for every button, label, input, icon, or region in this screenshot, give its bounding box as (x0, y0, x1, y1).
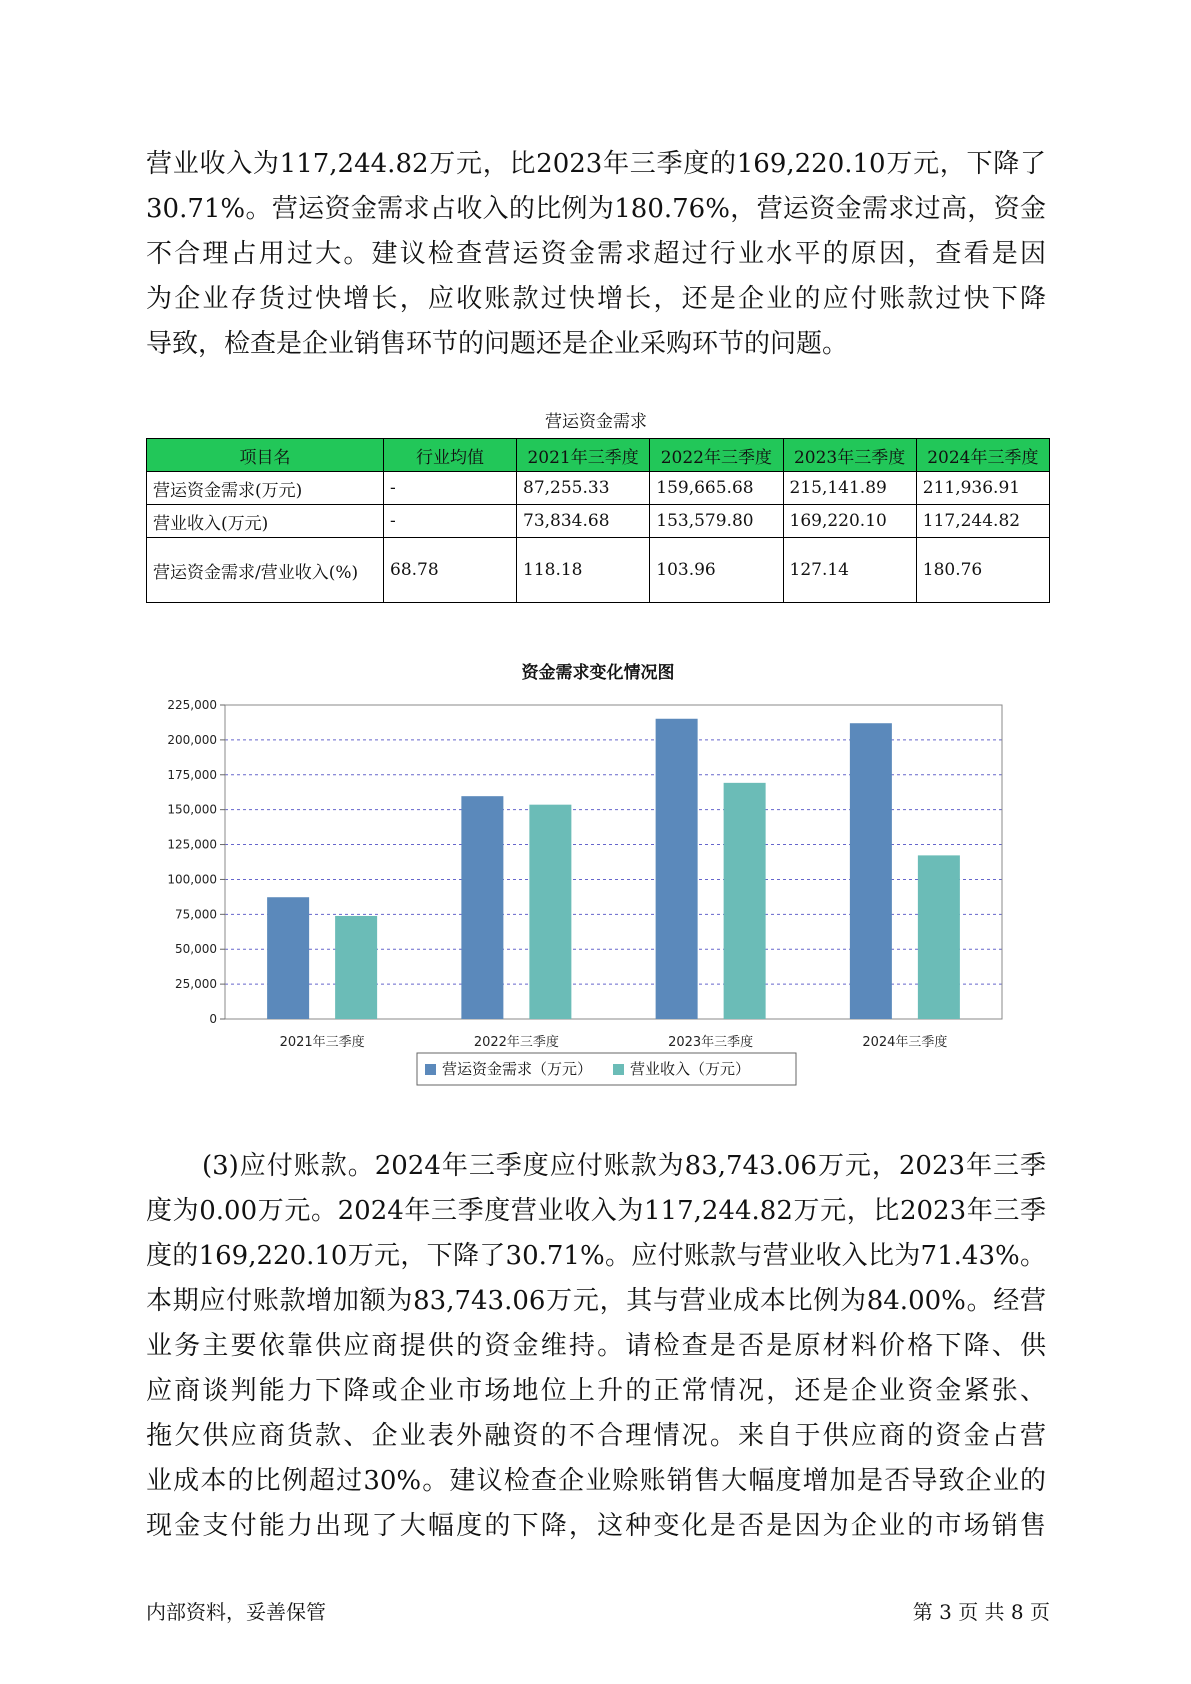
bar (918, 855, 960, 1019)
table-cell: 营运资金需求(万元) (147, 472, 384, 505)
y-tick-label: 225,000 (167, 698, 217, 712)
y-tick-label: 175,000 (167, 767, 217, 782)
table-caption: 营运资金需求 (545, 412, 647, 432)
bar (267, 897, 309, 1019)
table-header: 行业均值 (384, 439, 517, 472)
table-row (147, 505, 1050, 538)
x-tick-label: 2021年三季度 (279, 1035, 365, 1050)
table-cell: 211,936.91 (916, 472, 1049, 505)
paragraph-line: (3)应付账款。2024年三季度应付账款为83,743.06万元，2023年三季 (202, 1151, 1046, 1181)
table-header: 2021年三季度 (517, 439, 650, 472)
table-cell: 159,665.68 (650, 472, 783, 505)
table-header: 2024年三季度 (916, 439, 1049, 472)
table-cell: - (384, 505, 517, 538)
bar (461, 796, 503, 1019)
y-tick-label: 200,000 (167, 732, 217, 747)
legend-swatch (425, 1064, 436, 1075)
chart-legend (417, 1053, 796, 1085)
y-axis (167, 698, 225, 1026)
table-cell: 营运资金需求/营业收入(%) (147, 538, 384, 603)
table-cell: 180.76 (916, 538, 1049, 603)
bars (267, 719, 960, 1019)
bar (724, 783, 766, 1019)
table-cell: 169,220.10 (783, 505, 916, 538)
bar (850, 723, 892, 1019)
table-header: 2023年三季度 (783, 439, 916, 472)
legend-label: 营业收入（万元） (630, 1060, 751, 1078)
table-cell: 87,255.33 (517, 472, 650, 505)
table-cell: 103.96 (650, 538, 783, 603)
x-tick-label: 2024年三季度 (862, 1035, 948, 1050)
table-cell: 73,834.68 (517, 505, 650, 538)
x-tick-label: 2023年三季度 (668, 1035, 754, 1050)
bar (335, 916, 377, 1019)
table-cell: - (384, 472, 517, 505)
paragraph-line: 不合理占用过大。建议检查营运资金需求超过行业水平的原因，查看是因 (146, 239, 1046, 269)
paragraph-line: 度的169,220.10万元，下降了30.71%。应付账款与营业收入比为71.43%。 (146, 1241, 1046, 1271)
paragraph-2 (146, 1144, 1046, 1549)
paragraph-line: 业务主要依靠供应商提供的资金维持。请检查是否是原材料价格下降、供 (146, 1331, 1046, 1361)
y-tick-label: 125,000 (167, 837, 217, 852)
paragraph-line: 应商谈判能力下降或企业市场地位上升的正常情况，还是企业资金紧张、 (146, 1376, 1046, 1406)
table-cell: 118.18 (517, 538, 650, 603)
legend-label: 营运资金需求（万元） (442, 1060, 593, 1078)
paragraph-line: 30.71%。营运资金需求占收入的比例为180.76%，营运资金需求过高，资金 (146, 194, 1046, 224)
bar (656, 719, 698, 1019)
y-tick-label: 0 (209, 1012, 217, 1026)
table-header: 2022年三季度 (650, 439, 783, 472)
table-cell: 153,579.80 (650, 505, 783, 538)
table-header-row (147, 439, 1050, 472)
table-header: 项目名 (147, 439, 384, 472)
table-cell: 68.78 (384, 538, 517, 603)
paragraph-1 (146, 142, 1046, 367)
table-cell: 127.14 (783, 538, 916, 603)
table-cell: 117,244.82 (916, 505, 1049, 538)
table-cell: 营业收入(万元) (147, 505, 384, 538)
paragraph-line: 为企业存货过快增长，应收账款过快增长，还是企业的应付账款过快下降 (146, 284, 1046, 314)
page-number: 第 3 页 共 8 页 (912, 1600, 1050, 1624)
y-tick-label: 50,000 (175, 942, 217, 957)
x-axis (280, 1034, 948, 1050)
paragraph-line: 度为0.00万元。2024年三季度营业收入为117,244.82万元，比2023年三季 (146, 1196, 1046, 1226)
y-tick-label: 75,000 (175, 907, 217, 922)
paragraph-line: 业成本的比例超过30%。建议检查企业赊账销售大幅度增加是否导致企业的 (146, 1466, 1046, 1496)
legend-swatch (613, 1064, 624, 1075)
paragraph-line: 本期应付账款增加额为83,743.06万元，其与营业成本比例为84.00%。经营 (146, 1286, 1046, 1316)
table-cell: 215,141.89 (783, 472, 916, 505)
working-capital-table (146, 438, 1050, 603)
capital-demand-chart (146, 650, 1050, 1110)
paragraph-line: 现金支付能力出现了大幅度的下降，这种变化是否是因为企业的市场销售 (146, 1511, 1046, 1541)
chart-svg (146, 650, 1050, 1110)
table-row (147, 538, 1050, 603)
footer-note: 内部资料，妥善保管 (146, 1600, 326, 1624)
chart-title: 资金需求变化情况图 (521, 663, 675, 683)
y-tick-label: 100,000 (167, 872, 217, 887)
bar (529, 805, 571, 1019)
paragraph-line: 导致，检查是企业销售环节的问题还是企业采购环节的问题。 (146, 329, 849, 359)
y-tick-label: 25,000 (175, 977, 217, 992)
paragraph-line: 营业收入为117,244.82万元，比2023年三季度的169,220.10万元，下降了 (146, 149, 1046, 179)
table-row (147, 472, 1050, 505)
y-tick-label: 150,000 (167, 802, 217, 817)
paragraph-line: 拖欠供应商货款、企业表外融资的不合理情况。来自于供应商的资金占营 (146, 1421, 1046, 1451)
x-tick-label: 2022年三季度 (473, 1035, 559, 1050)
